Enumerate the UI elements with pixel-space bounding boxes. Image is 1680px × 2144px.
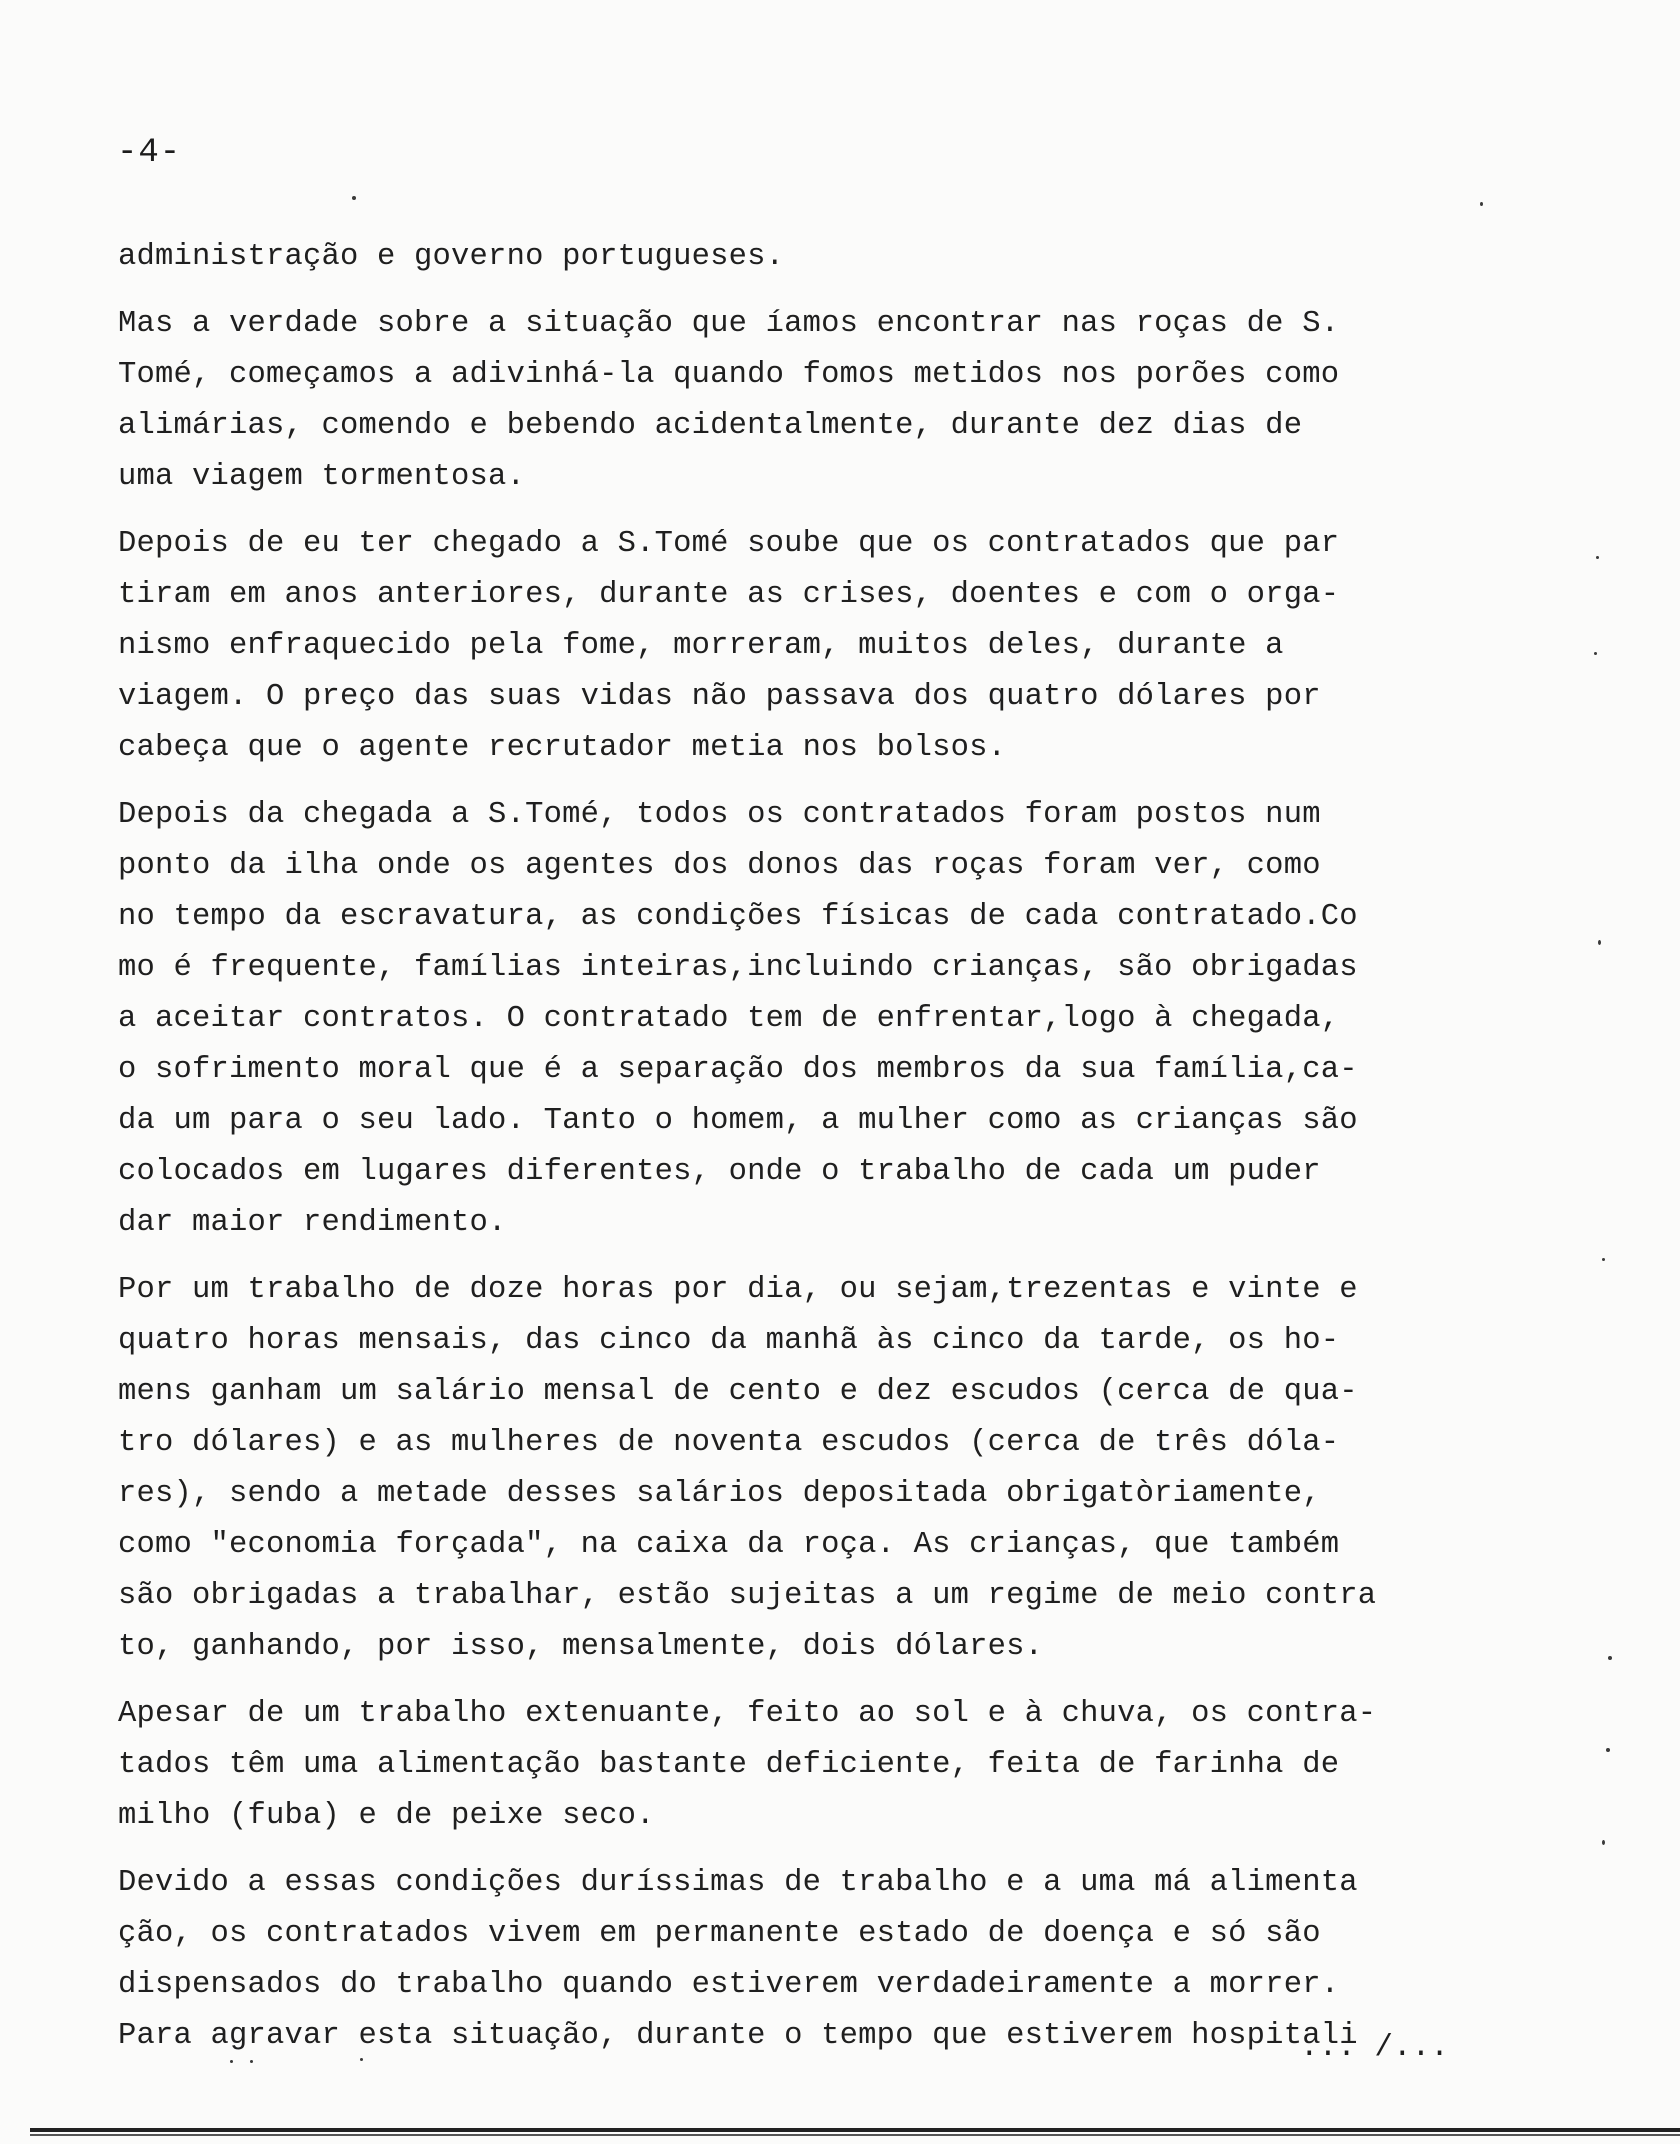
text-line: Mas a verdade sobre a situação que íamos encontrar nas roças de S. [118,307,1340,341]
paragraph [118,519,1538,774]
text-line: ponto da ilha onde os agentes dos donos das roças foram ver, como [118,849,1321,883]
paragraph [118,232,1538,283]
text-line: Para agravar esta situação, durante o tempo que estiverem hospitali [118,2019,1358,2053]
text-line: milho (fuba) e de peixe seco. [118,1799,655,1833]
text-line: a aceitar contratos. O contratado tem de enfrentar,logo à chegada, [118,1002,1340,1036]
scan-speck [1602,1840,1605,1845]
text-line: são obrigadas a trabalhar, estão sujeitas a um regime de meio contra [118,1579,1377,1613]
paragraph [118,1265,1538,1673]
text-line: administração e governo portugueses. [118,240,785,274]
body-text [118,232,1538,2078]
bottom-rule [30,2134,1680,2136]
scan-speck [1480,202,1483,206]
scan-speck [1606,1748,1610,1752]
text-line: alimárias, comendo e bebendo acidentalmente, durante dez dias de [118,409,1303,443]
scan-speck [1602,1258,1605,1261]
scan-speck [1598,940,1601,945]
continuation-mark: ... /... [1300,2030,1449,2065]
bottom-rule [30,2128,1680,2132]
text-line: da um para o seu lado. Tanto o homem, a mulher como as crianças são [118,1104,1358,1138]
scan-speck [360,2058,363,2061]
text-line: mo é frequente, famílias inteiras,incluindo crianças, são obrigadas [118,951,1358,985]
text-line: Tomé, começamos a adivinhá-la quando fomos metidos nos porões como [118,358,1340,392]
text-line: tados têm uma alimentação bastante deficiente, feita de farinha de [118,1748,1340,1782]
text-line: viagem. O preço das suas vidas não passava dos quatro dólares por [118,680,1321,714]
scan-speck [1608,1656,1612,1660]
text-line: dar maior rendimento. [118,1206,507,1240]
text-line: quatro horas mensais, das cinco da manhã às cinco da tarde, os ho- [118,1324,1340,1358]
scan-speck [250,2060,253,2063]
text-line: cabeça que o agente recrutador metia nos bolsos. [118,731,1007,765]
text-line: no tempo da escravatura, as condições físicas de cada contratado.Co [118,900,1358,934]
text-line: nismo enfraquecido pela fome, morreram, muitos deles, durante a [118,629,1284,663]
text-line: tiram em anos anteriores, durante as crises, doentes e com o orga- [118,578,1340,612]
text-line: como "economia forçada", na caixa da roça. As crianças, que também [118,1528,1340,1562]
scan-speck [1596,556,1599,559]
paragraph [118,790,1538,1249]
text-line: tro dólares) e as mulheres de noventa escudos (cerca de três dóla- [118,1426,1340,1460]
scan-speck [352,196,356,200]
text-line: ção, os contratados vivem em permanente estado de doença e só são [118,1917,1321,1951]
text-line: Depois da chegada a S.Tomé, todos os contratados foram postos num [118,798,1321,832]
paragraph [118,1689,1538,1842]
text-line: mens ganham um salário mensal de cento e dez escudos (cerca de qua- [118,1375,1358,1409]
paragraph [118,299,1538,503]
text-line: to, ganhando, por isso, mensalmente, dois dólares. [118,1630,1044,1664]
text-line: Apesar de um trabalho extenuante, feito ao sol e à chuva, os contra- [118,1697,1377,1731]
text-line: Depois de eu ter chegado a S.Tomé soube que os contratados que par [118,527,1340,561]
text-line: uma viagem tormentosa. [118,460,526,494]
scan-speck [230,2060,233,2063]
page-number: -4- [117,134,182,172]
text-line: Devido a essas condições duríssimas de trabalho e a uma má alimenta [118,1866,1358,1900]
text-line: dispensados do trabalho quando estiverem verdadeiramente a morrer. [118,1968,1340,2002]
scan-speck [1594,652,1597,655]
text-line: res), sendo a metade desses salários depositada obrigatòriamente, [118,1477,1321,1511]
text-line: colocados em lugares diferentes, onde o trabalho de cada um puder [118,1155,1321,1189]
text-line: Por um trabalho de doze horas por dia, ou sejam,trezentas e vinte e [118,1273,1358,1307]
text-line: o sofrimento moral que é a separação dos membros da sua família,ca- [118,1053,1358,1087]
